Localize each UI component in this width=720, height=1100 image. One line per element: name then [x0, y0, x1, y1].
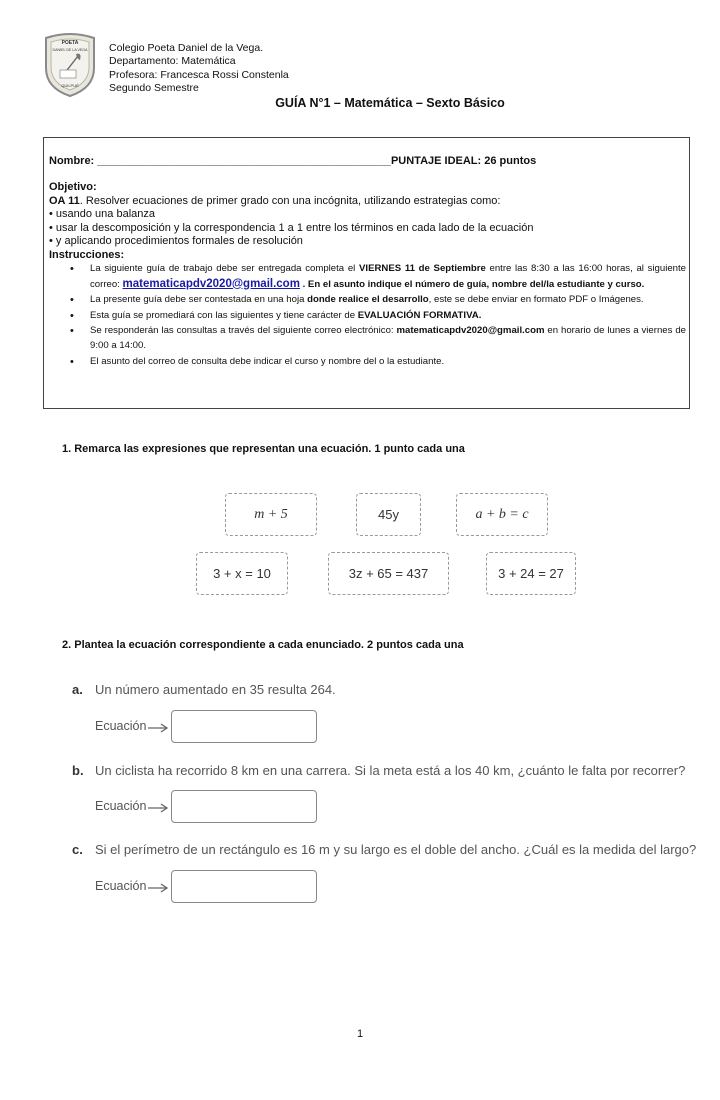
- objective-block: [49, 181, 679, 263]
- instructions-list: [70, 262, 686, 370]
- name-score-line: [49, 155, 536, 167]
- arrow-right-icon: [148, 723, 170, 733]
- score-label: PUNTAJE IDEAL: 26 puntos: [390, 155, 537, 167]
- equation-label: Ecuación: [95, 799, 147, 813]
- instruction-item: • La siguiente guía de trabajo debe ser entregada completa el VIERNES 11 de Septiembre entre las 8:30 a las 16:00 horas, al siguiente correo: matematicapdv2020@gmail.com . En el asunto indique el número de guía, nombre del/la estudiante y curso.: [70, 262, 686, 292]
- contact-email: matematicapdv2020@gmail.com: [396, 325, 545, 337]
- semester: Segundo Semestre: [109, 81, 199, 94]
- email-link[interactable]: matematicapdv2020@gmail.com: [122, 277, 300, 290]
- instructions-label: Instrucciones:: [49, 248, 125, 261]
- objective-text: OA 11. Resolver ecuaciones de primer grado con una incógnita, utilizando estrategias como:: [49, 194, 501, 207]
- svg-text:QUILPUÉ: QUILPUÉ: [61, 83, 79, 88]
- school-crest-logo: [42, 32, 98, 98]
- strategy-2: • usar la descomposición y la correspondencia 1 a 1 entre los términos en cada lado de la ecuación: [49, 221, 534, 234]
- expression-option[interactable]: 3z + 65 = 437: [328, 552, 449, 595]
- answer-input-a[interactable]: [171, 710, 317, 743]
- arrow-right-icon: [148, 803, 170, 813]
- expression-option[interactable]: 3 + x = 10: [196, 552, 288, 595]
- header-info: [109, 42, 289, 95]
- item-letter: c.: [72, 842, 83, 857]
- teacher: Profesora: Francesca Rossi Constenla: [109, 68, 289, 81]
- instruction-item: • El asunto del correo de consulta debe indicar el curso y nombre del o la estudiante.: [70, 355, 686, 370]
- school-name: Colegio Poeta Daniel de la Vega.: [109, 42, 264, 54]
- equation-label: Ecuación: [95, 719, 147, 733]
- department: Departamento: Matemática: [109, 55, 236, 68]
- arrow-right-icon: [148, 883, 170, 893]
- answer-input-c[interactable]: [171, 870, 317, 903]
- expression-option[interactable]: m + 5: [225, 493, 317, 536]
- svg-text:DANIEL DE LA VEGA: DANIEL DE LA VEGA: [52, 48, 88, 52]
- item-statement: Un ciclista ha recorrido 8 km en una carrera. Si la meta está a los 40 km, ¿cuánto le falta por recorrer?: [95, 763, 686, 778]
- svg-text:POETA: POETA: [61, 40, 79, 46]
- question-2-title: 2. Plantea la ecuación correspondiente a cada enunciado. 2 puntos cada una: [62, 639, 464, 651]
- name-field[interactable]: Nombre: ________________________________________________: [49, 155, 391, 167]
- item-statement: Si el perímetro de un rectángulo es 16 m y su largo es el doble del ancho. ¿Cuál es la medida del largo?: [95, 842, 697, 857]
- equation-label: Ecuación: [95, 879, 147, 893]
- expression-option[interactable]: a + b = c: [456, 493, 548, 536]
- item-letter: a.: [72, 682, 83, 697]
- expression-option[interactable]: 45y: [356, 493, 421, 536]
- page-title: GUÍA N°1 – Matemática – Sexto Básico: [275, 96, 505, 110]
- expression-option[interactable]: 3 + 24 = 27: [486, 552, 576, 595]
- item-letter: b.: [72, 763, 84, 778]
- question-1-title: 1. Remarca las expresiones que representan una ecuación. 1 punto cada una: [62, 443, 465, 455]
- instruction-item: • Esta guía se promediará con las siguientes y tiene carácter de EVALUACIÓN FORMATIVA.: [70, 309, 686, 324]
- strategy-1: • usando una balanza: [49, 208, 155, 221]
- instruction-item: • Se responderán las consultas a través del siguiente correo electrónico: matematicapdv2020@gmail.com en horario de lunes a viernes de 9:00 a 14:00.: [70, 324, 686, 353]
- objective-label: Objetivo:: [49, 181, 97, 193]
- strategy-3: • y aplicando procedimientos formales de resolución: [49, 235, 303, 248]
- instruction-item: • La presente guía debe ser contestada en una hoja donde realice el desarrollo, este se debe enviar en formato PDF o Imágenes.: [70, 293, 686, 308]
- answer-input-b[interactable]: [171, 790, 317, 823]
- page-number: 1: [356, 1028, 364, 1040]
- item-statement: Un número aumentado en 35 resulta 264.: [95, 682, 336, 697]
